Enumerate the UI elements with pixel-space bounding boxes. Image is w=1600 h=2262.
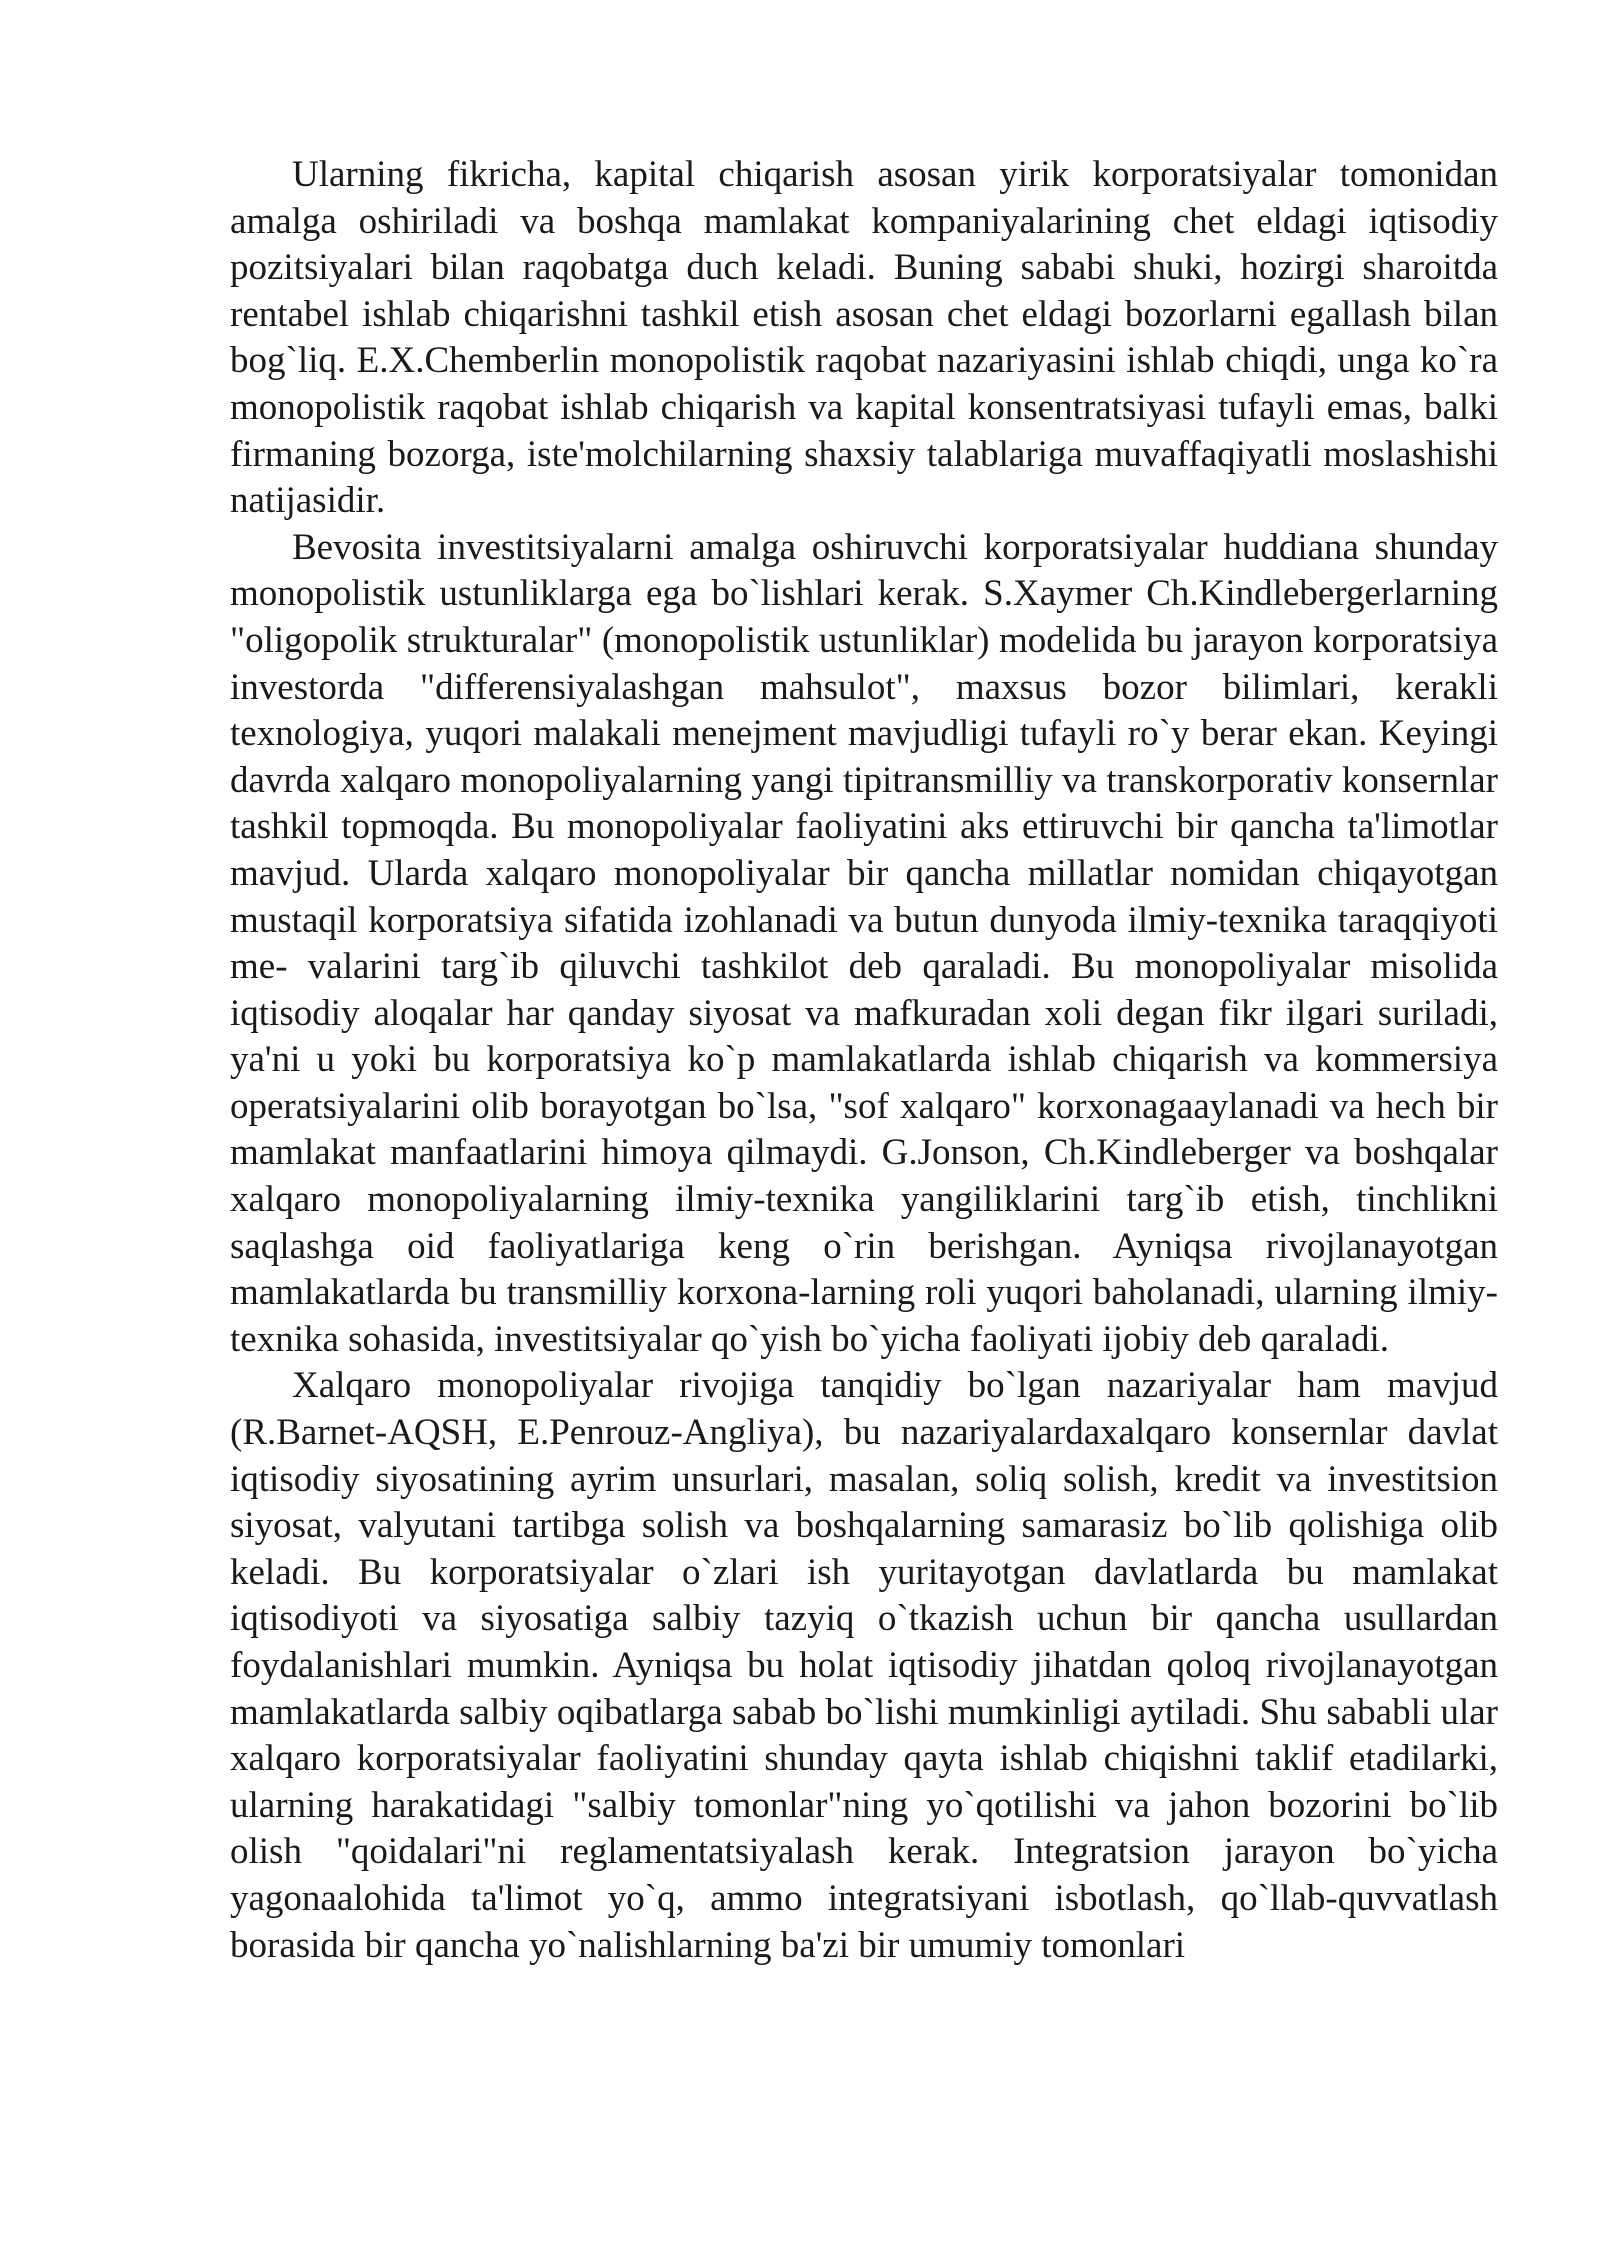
paragraph-3: Xalqaro monopoliyalar rivojiga tanqidiy bo`lgan nazariyalar ham mavjud (R.Barnet-AQSH, E.Penrouz-Angliya), bu nazariyalardaxalqaro konsernlar davlat iqtisodiy siyosatining ayrim unsurlari, masalan, soliq solish, kredit va investitsion siyosat, valyutani tartibga solish va boshqalarning samarasiz bo`lib qolishiga olib keladi. Bu korporatsiyalar o`zlari ish yuritayotgan davlatlarda bu mamlakat iqtisodiyoti va siyosatiga salbiy tazyiq o`tkazish uchun bir qancha usullardan foydalanishlari mumkin. Ayniqsa bu holat iqtisodiy jihatdan qoloq rivojlanayotgan mamlakatlarda salbiy oqibatlarga sabab bo`lishi mumkinligi aytiladi. Shu sababli ular xalqaro korporatsiyalar faoliyatini shunday qayta ishlab chiqishni taklif etadilarki, ularning harakatidagi "salbiy tomonlar"ning yo`qotilishi va jahon bozorini bo`lib olish "qoidalari"ni reglamentatsiyalash kerak. Integratsion jarayon bo`yicha yagonaalohida ta'limot yo`q, ammo integratsiyani isbotlash, qo`llab-quvvatlash borasida bir qancha yo`nalishlarning ba'zi bir umumiy tomonlari xyxy=(230,1365,1498,1966)
document-body xyxy=(230,152,1498,1969)
paragraph-1: Ularning fikricha, kapital chiqarish asosan yirik korporatsiyalar tomonidan amalga oshiriladi va boshqa mamlakat kompaniyalarining chet eldagi iqtisodiy pozitsiyalari bilan raqobatga duch keladi. Buning sababi shuki, hozirgi sharoitda rentabel ishlab chiqarishni tashkil etish asosan chet eldagi bozorlarni egallash bilan bog`liq. E.X.Chemberlin monopolistik raqobat nazariyasini ishlab chiqdi, unga ko`ra monopolistik raqobat ishlab chiqarish va kapital konsentratsiyasi tufayli emas, balki firmaning bozorga, iste'molchilarning shaxsiy talablariga muvaffaqiyatli moslashishi natijasidir. xyxy=(230,154,1498,522)
paragraph-2: Bevosita investitsiyalarni amalga oshiruvchi korporatsiyalar huddiana shunday monopolistik ustunliklarga ega bo`lishlari kerak. S.Xaymer Ch.Kindlebergerlarning "oligopolik strukturalar" (monopolistik ustunliklar) modelida bu jarayon korporatsiya investorda "differensiyalashgan mahsulot", maxsus bozor bilimlari, kerakli texnologiya, yuqori malakali menejment mavjudligi tufayli ro`y berar ekan. Keyingi davrda xalqaro monopoliyalarning yangi tipitransmilliy va transkorporativ konsernlar tashkil topmoqda. Bu monopoliyalar faoliyatini aks ettiruvchi bir qancha ta'limotlar mavjud. Ularda xalqaro monopoliyalar bir qancha millatlar nomidan chiqayotgan mustaqil korporatsiya sifatida izohlanadi va butun dunyoda ilmiy-texnika taraqqiyoti me- valarini targ`ib qiluvchi tashkilot deb qaraladi. Bu monopoliyalar misolida iqtisodiy aloqalar har qanday siyosat va mafkuradan xoli degan fikr ilgari suriladi, ya'ni u yoki bu korporatsiya ko`p mamlakatlarda ishlab chiqarish va kommersiya operatsiyalarini olib borayotgan bo`lsa, "sof xalqaro" korxonagaaylanadi va hech bir mamlakat manfaatlarini himoya qilmaydi. G.Jonson, Ch.Kindleberger va boshqalar xalqaro monopoliyalarning ilmiy-texnika yangiliklarini targ`ib etish, tinchlikni saqlashga oid faoliyatlariga keng o`rin berishgan. Ayniqsa rivojlanayotgan mamlakatlarda bu transmilliy korxona-larning roli yuqori baholanadi, ularning ilmiy-texnika sohasida, investitsiyalar qo`yish bo`yicha faoliyati ijobiy deb qaraladi. xyxy=(230,526,1498,1360)
